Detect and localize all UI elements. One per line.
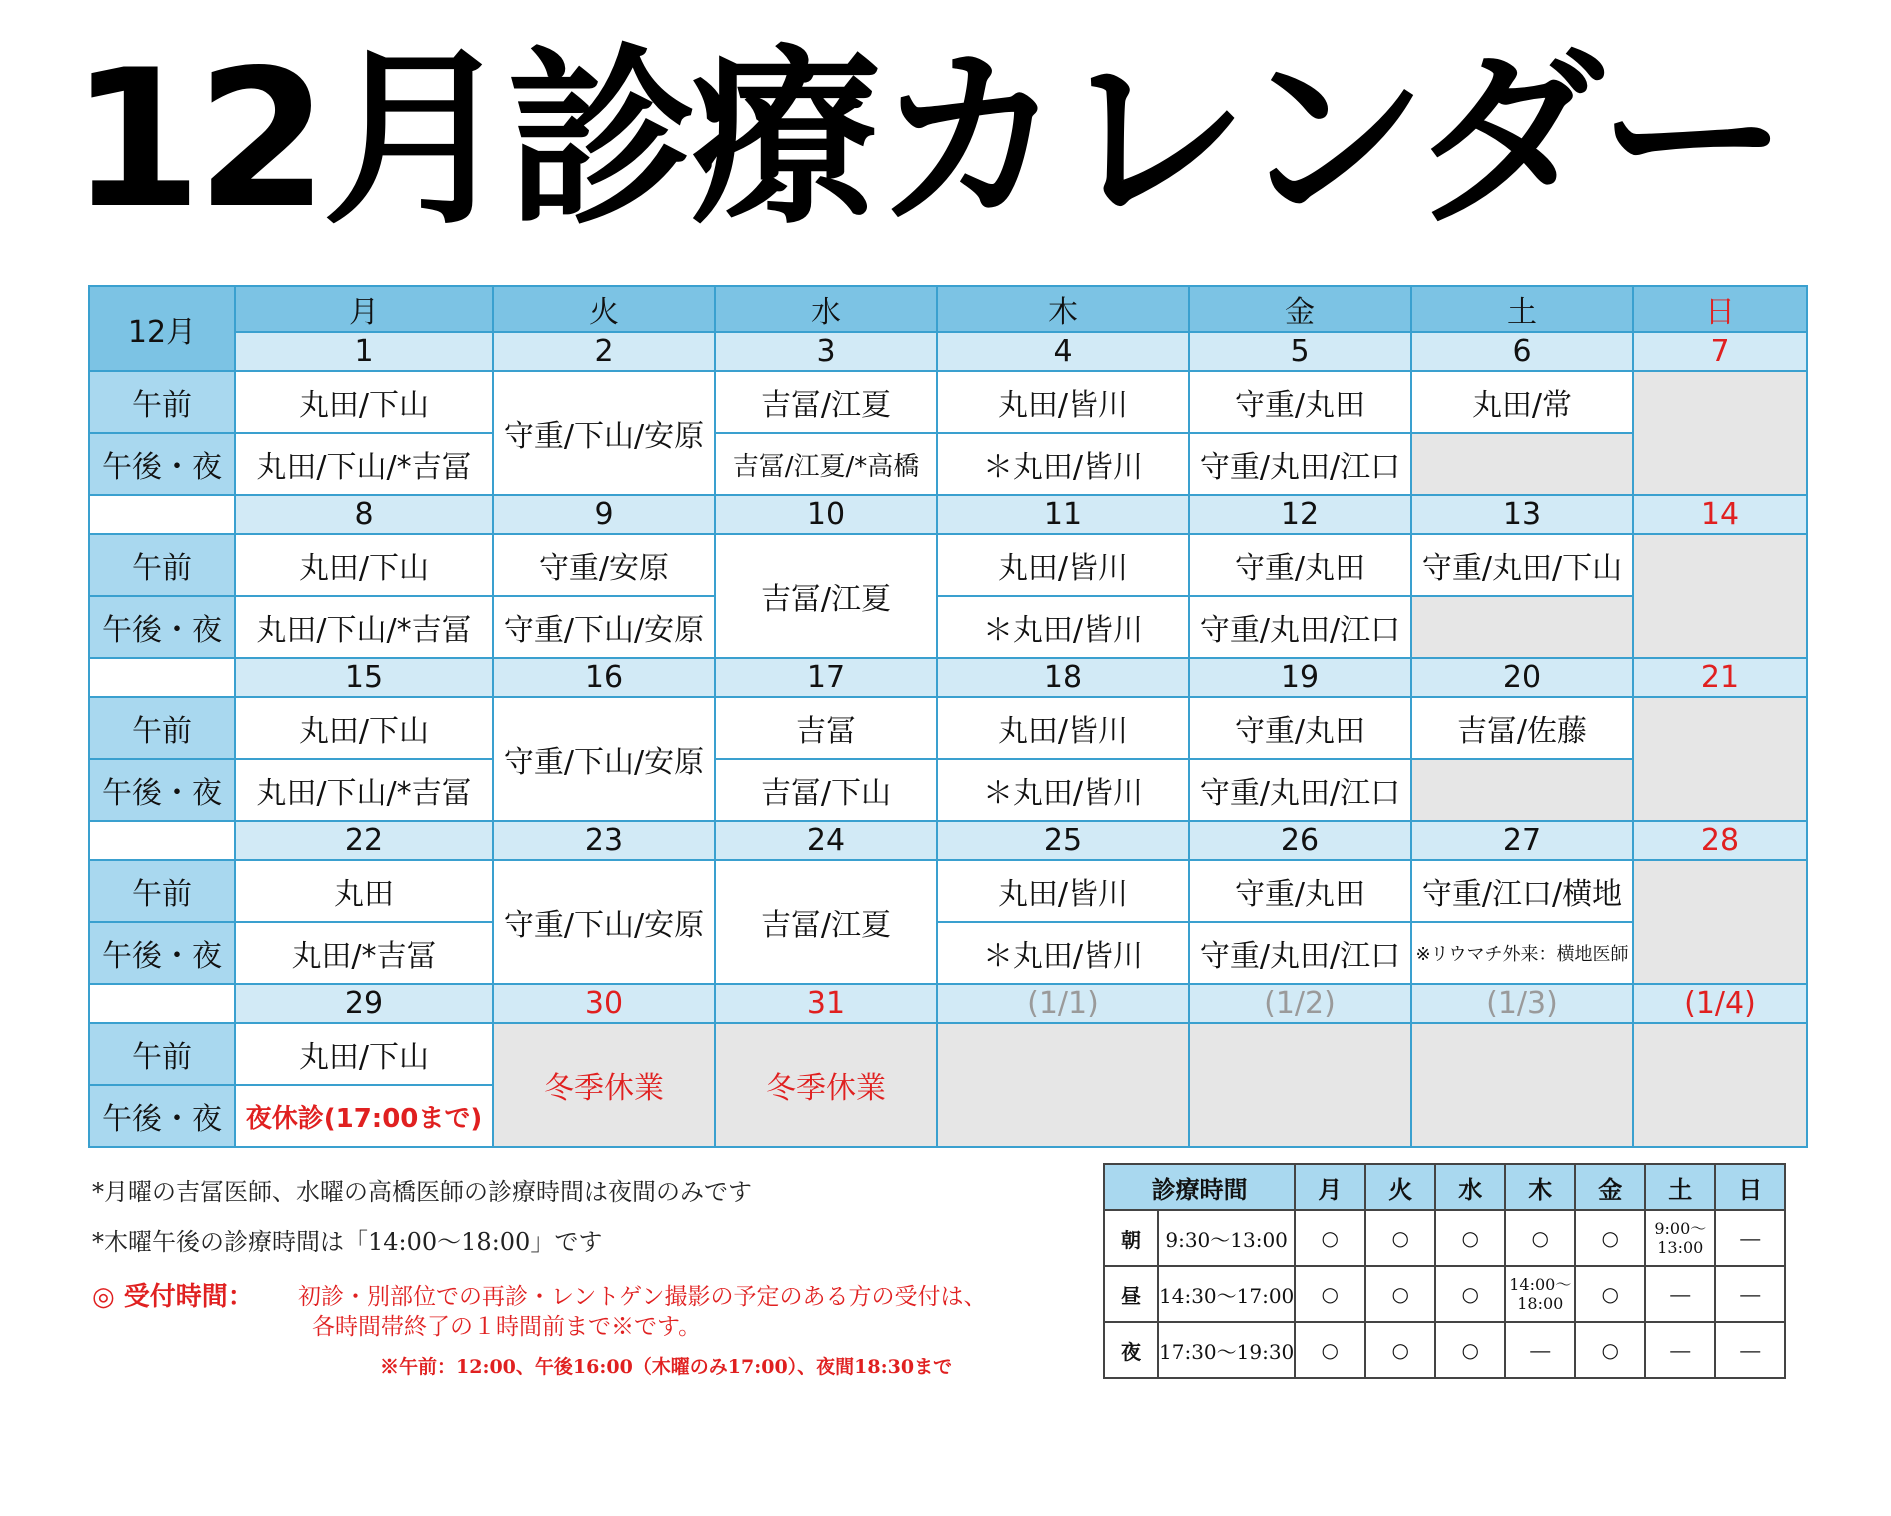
row-label-am: 午前 bbox=[89, 534, 235, 596]
closed-cell bbox=[1189, 1023, 1411, 1147]
date-cell-next-month: (1/3) bbox=[1411, 984, 1633, 1023]
schedule-cell-allday: 吉冨/江夏 bbox=[715, 534, 937, 658]
closed-cell bbox=[1411, 433, 1633, 495]
reception-text-1: 初診・別部位での再診・レントゲン撮影の予定のある方の受付は、 bbox=[298, 1284, 987, 1310]
schedule-cell-allday: 吉冨/江夏 bbox=[715, 860, 937, 984]
schedule-cell-am: 丸田/常 bbox=[1411, 371, 1633, 433]
hours-mark: ○ bbox=[1365, 1266, 1435, 1322]
note-night-doctors: *月曜の吉冨医師、水曜の高橋医師の診療時間は夜間のみです bbox=[92, 1178, 752, 1206]
row-label-am: 午前 bbox=[89, 697, 235, 759]
date-cell: 16 bbox=[493, 658, 715, 697]
hours-row-time: 9:30〜13:00 bbox=[1158, 1210, 1295, 1266]
night-closed-cell: 夜休診(17:00まで) bbox=[235, 1085, 493, 1147]
spacer-cell bbox=[89, 495, 235, 534]
date-cell: 15 bbox=[235, 658, 493, 697]
date-cell-holiday: 30 bbox=[493, 984, 715, 1023]
hours-day: 月 bbox=[1295, 1164, 1365, 1210]
date-cell: 12 bbox=[1189, 495, 1411, 534]
schedule-cell-am: 吉冨/佐藤 bbox=[1411, 697, 1633, 759]
date-cell: 20 bbox=[1411, 658, 1633, 697]
schedule-cell-allday: 守重/下山/安原 bbox=[493, 697, 715, 821]
winter-closure-cell: 冬季休業 bbox=[493, 1023, 715, 1147]
schedule-cell-pm: 丸田/下山/*吉冨 bbox=[235, 433, 493, 495]
hours-row-label: 朝 bbox=[1104, 1210, 1158, 1266]
closed-cell bbox=[1633, 697, 1807, 821]
date-cell: 22 bbox=[235, 821, 493, 860]
hours-day: 土 bbox=[1645, 1164, 1715, 1210]
hours-table bbox=[1103, 1163, 1786, 1379]
hours-mark: ○ bbox=[1575, 1266, 1645, 1322]
hours-day: 日 bbox=[1715, 1164, 1785, 1210]
schedule-cell-am: 吉冨 bbox=[715, 697, 937, 759]
schedule-cell-allday: 守重/下山/安原 bbox=[493, 860, 715, 984]
hours-row-time: 17:30〜19:30 bbox=[1158, 1322, 1295, 1378]
schedule-cell-am: 丸田/皆川 bbox=[937, 697, 1189, 759]
row-label-am: 午前 bbox=[89, 1023, 235, 1085]
reception-label: ◎ 受付時間： bbox=[92, 1282, 254, 1312]
reception-text-2: 各時間帯終了の１時間前まで※です。 bbox=[312, 1314, 702, 1340]
dow-wed: 水 bbox=[715, 286, 937, 332]
schedule-cell-am: 丸田/皆川 bbox=[937, 371, 1189, 433]
dow-fri: 金 bbox=[1189, 286, 1411, 332]
schedule-cell-am: 吉冨/江夏 bbox=[715, 371, 937, 433]
date-cell-sunday: 28 bbox=[1633, 821, 1807, 860]
date-cell: 17 bbox=[715, 658, 937, 697]
schedule-cell-am: 守重/安原 bbox=[493, 534, 715, 596]
rheumatology-note: ※リウマチ外来：横地医師 bbox=[1411, 922, 1633, 984]
schedule-cell-pm: 守重/丸田/江口 bbox=[1189, 759, 1411, 821]
date-cell-next-month: (1/1) bbox=[937, 984, 1189, 1023]
date-cell: 27 bbox=[1411, 821, 1633, 860]
winter-closure-cell: 冬季休業 bbox=[715, 1023, 937, 1147]
row-label-am: 午前 bbox=[89, 860, 235, 922]
hours-header: 診療時間 bbox=[1104, 1164, 1295, 1210]
schedule-cell-pm: 吉冨/下山 bbox=[715, 759, 937, 821]
hours-row-label: 夜 bbox=[1104, 1322, 1158, 1378]
date-cell: 2 bbox=[493, 332, 715, 371]
date-cell: 10 bbox=[715, 495, 937, 534]
date-cell-holiday: 31 bbox=[715, 984, 937, 1023]
row-label-pm: 午後・夜 bbox=[89, 1085, 235, 1147]
date-cell: 3 bbox=[715, 332, 937, 371]
dow-sun: 日 bbox=[1633, 286, 1807, 332]
schedule-cell-pm: 守重/丸田/江口 bbox=[1189, 433, 1411, 495]
date-cell: 8 bbox=[235, 495, 493, 534]
hours-mark: ○ bbox=[1505, 1210, 1575, 1266]
schedule-cell-am: 守重/江口/横地 bbox=[1411, 860, 1633, 922]
date-cell: 29 bbox=[235, 984, 493, 1023]
dow-sat: 土 bbox=[1411, 286, 1633, 332]
hours-row-time: 14:30〜17:00 bbox=[1158, 1266, 1295, 1322]
dow-tue: 火 bbox=[493, 286, 715, 332]
closed-cell bbox=[937, 1023, 1189, 1147]
schedule-cell-pm: ＊丸田/皆川 bbox=[937, 433, 1189, 495]
date-cell: 1 bbox=[235, 332, 493, 371]
schedule-cell-pm: ＊丸田/皆川 bbox=[937, 759, 1189, 821]
date-cell-sunday: 21 bbox=[1633, 658, 1807, 697]
schedule-cell-am: 守重/丸田/下山 bbox=[1411, 534, 1633, 596]
closed-cell bbox=[1633, 534, 1807, 658]
hours-mark: ○ bbox=[1365, 1210, 1435, 1266]
clinic-calendar bbox=[88, 285, 1808, 1148]
schedule-cell-am: 守重/丸田 bbox=[1189, 371, 1411, 433]
schedule-cell-pm: 丸田/下山/*吉冨 bbox=[235, 759, 493, 821]
hours-mark: ○ bbox=[1295, 1266, 1365, 1322]
schedule-cell-pm: 守重/丸田/江口 bbox=[1189, 922, 1411, 984]
closed-cell bbox=[1633, 1023, 1807, 1147]
row-label-pm: 午後・夜 bbox=[89, 922, 235, 984]
date-cell: 24 bbox=[715, 821, 937, 860]
spacer-cell bbox=[89, 821, 235, 860]
hours-day: 火 bbox=[1365, 1164, 1435, 1210]
schedule-cell-am: 守重/丸田 bbox=[1189, 697, 1411, 759]
schedule-cell-pm: ＊丸田/皆川 bbox=[937, 596, 1189, 658]
hours-mark: 9:00〜 13:00 bbox=[1645, 1210, 1715, 1266]
month-label: 12月 bbox=[89, 286, 235, 371]
page-title: 12月診療カレンダー bbox=[70, 29, 1783, 250]
date-cell-sunday: 7 bbox=[1633, 332, 1807, 371]
hours-mark: ― bbox=[1645, 1266, 1715, 1322]
closed-cell bbox=[1633, 371, 1807, 495]
reception-detail: ※午前：12:00、午後16:00（木曜のみ17:00）、夜間18:30まで bbox=[380, 1356, 953, 1378]
spacer-cell bbox=[89, 984, 235, 1023]
hours-mark: ― bbox=[1715, 1266, 1785, 1322]
spacer-cell bbox=[89, 658, 235, 697]
date-cell: 5 bbox=[1189, 332, 1411, 371]
date-cell: 9 bbox=[493, 495, 715, 534]
hours-mark: ― bbox=[1715, 1322, 1785, 1378]
schedule-cell-am: 守重/丸田 bbox=[1189, 534, 1411, 596]
schedule-cell-pm: 守重/下山/安原 bbox=[493, 596, 715, 658]
hours-mark: ○ bbox=[1295, 1210, 1365, 1266]
schedule-cell-pm: 丸田/*吉冨 bbox=[235, 922, 493, 984]
schedule-cell-pm: 吉冨/江夏/*高橋 bbox=[715, 433, 937, 495]
date-cell: 19 bbox=[1189, 658, 1411, 697]
schedule-cell-am: 丸田/下山 bbox=[235, 1023, 493, 1085]
row-label-pm: 午後・夜 bbox=[89, 759, 235, 821]
schedule-cell-am: 丸田/下山 bbox=[235, 534, 493, 596]
schedule-cell-am: 丸田 bbox=[235, 860, 493, 922]
schedule-cell-am: 丸田/下山 bbox=[235, 697, 493, 759]
dow-mon: 月 bbox=[235, 286, 493, 332]
hours-day: 木 bbox=[1505, 1164, 1575, 1210]
hours-mark: ○ bbox=[1365, 1322, 1435, 1378]
date-cell: 11 bbox=[937, 495, 1189, 534]
hours-day: 金 bbox=[1575, 1164, 1645, 1210]
note-thursday-hours: *木曜午後の診療時間は「14:00〜18:00」です bbox=[92, 1228, 603, 1256]
dow-thu: 木 bbox=[937, 286, 1189, 332]
row-label-pm: 午後・夜 bbox=[89, 433, 235, 495]
date-cell: 13 bbox=[1411, 495, 1633, 534]
hours-mark: ○ bbox=[1575, 1210, 1645, 1266]
hours-mark: ― bbox=[1505, 1322, 1575, 1378]
hours-mark: ― bbox=[1645, 1322, 1715, 1378]
hours-mark: ○ bbox=[1295, 1322, 1365, 1378]
schedule-cell-am: 丸田/下山 bbox=[235, 371, 493, 433]
hours-mark: ― bbox=[1715, 1210, 1785, 1266]
hours-mark: ○ bbox=[1435, 1322, 1505, 1378]
row-label-pm: 午後・夜 bbox=[89, 596, 235, 658]
date-cell: 25 bbox=[937, 821, 1189, 860]
date-cell: 4 bbox=[937, 332, 1189, 371]
schedule-cell-pm: 丸田/下山/*吉冨 bbox=[235, 596, 493, 658]
schedule-cell-am: 丸田/皆川 bbox=[937, 534, 1189, 596]
closed-cell bbox=[1411, 759, 1633, 821]
date-cell-sunday: 14 bbox=[1633, 495, 1807, 534]
hours-row-label: 昼 bbox=[1104, 1266, 1158, 1322]
hours-mark: ○ bbox=[1435, 1210, 1505, 1266]
date-cell: 18 bbox=[937, 658, 1189, 697]
date-cell-next-month-sunday: (1/4) bbox=[1633, 984, 1807, 1023]
date-cell: 6 bbox=[1411, 332, 1633, 371]
row-label-am: 午前 bbox=[89, 371, 235, 433]
hours-day: 水 bbox=[1435, 1164, 1505, 1210]
closed-cell bbox=[1411, 1023, 1633, 1147]
schedule-cell-pm: ＊丸田/皆川 bbox=[937, 922, 1189, 984]
schedule-cell-am: 守重/丸田 bbox=[1189, 860, 1411, 922]
schedule-cell-allday: 守重/下山/安原 bbox=[493, 371, 715, 495]
date-cell: 23 bbox=[493, 821, 715, 860]
date-cell: 26 bbox=[1189, 821, 1411, 860]
schedule-cell-pm: 守重/丸田/江口 bbox=[1189, 596, 1411, 658]
hours-mark: 14:00〜 18:00 bbox=[1505, 1266, 1575, 1322]
closed-cell bbox=[1411, 596, 1633, 658]
date-cell-next-month: (1/2) bbox=[1189, 984, 1411, 1023]
closed-cell bbox=[1633, 860, 1807, 984]
hours-mark: ○ bbox=[1575, 1322, 1645, 1378]
schedule-cell-am: 丸田/皆川 bbox=[937, 860, 1189, 922]
hours-mark: ○ bbox=[1435, 1266, 1505, 1322]
